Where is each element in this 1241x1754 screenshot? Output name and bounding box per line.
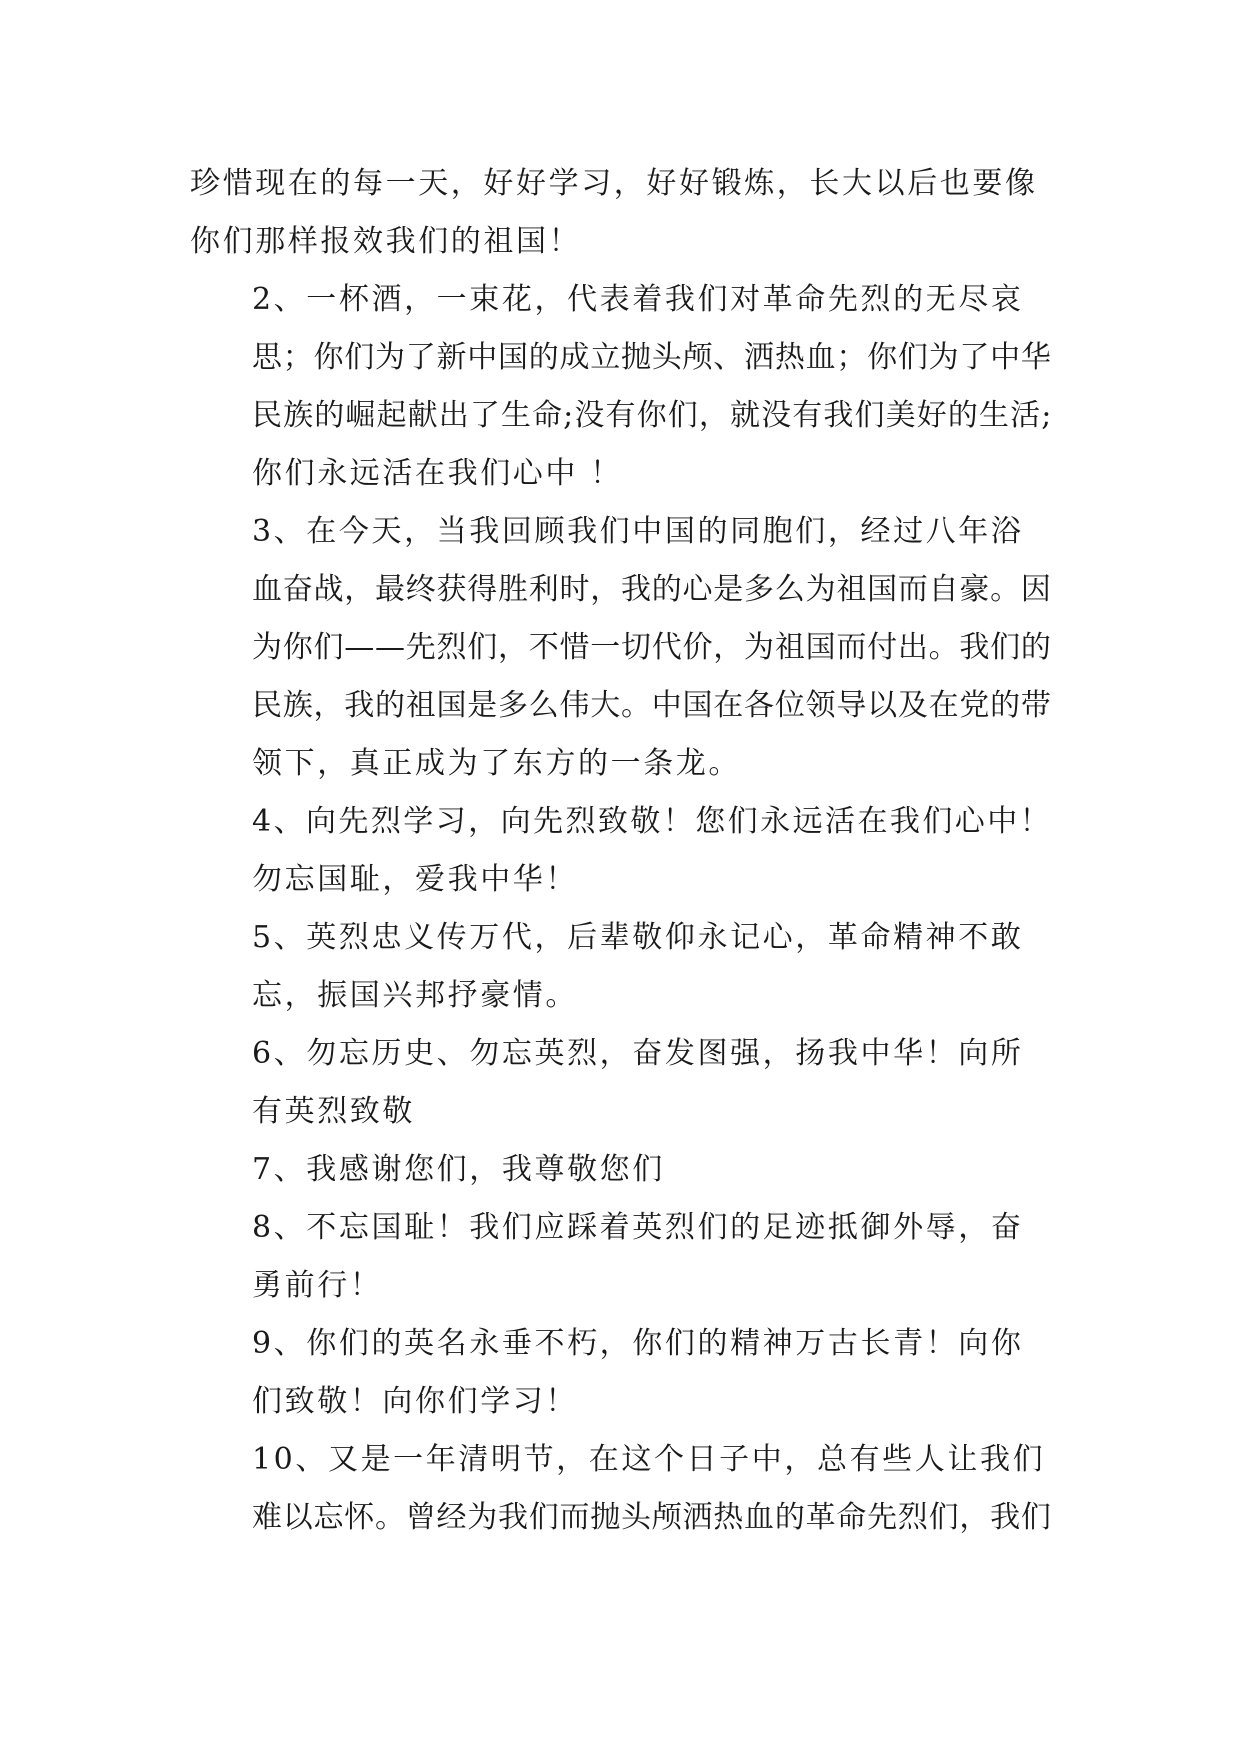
text-line: 勇前行！: [252, 1268, 383, 1303]
text-line: 勿忘国耻，爱我中华！: [252, 862, 578, 897]
text-line: 血奋战，最终获得胜利时，我的心是多么为祖国而自豪。因: [252, 572, 1052, 607]
paragraph: [190, 1315, 1052, 1431]
paragraph: [190, 1199, 1052, 1315]
text-line: 3、在今天，当我回顾我们中国的同胞们，经过八年浴: [252, 514, 1024, 549]
text-line: 们致敬！向你们学习！: [252, 1384, 578, 1419]
paragraph: [190, 1141, 1052, 1199]
paragraph: [190, 155, 1052, 271]
text-line: 难以忘怀。曾经为我们而抛头颅洒热血的革命先烈们，我们: [252, 1500, 1052, 1535]
text-line: 10、又是一年清明节，在这个日子中，总有些人让我们: [252, 1442, 1046, 1477]
text-line: 2、一杯酒，一束花，代表着我们对革命先烈的无尽哀: [252, 282, 1024, 317]
paragraph: [190, 503, 1052, 793]
text-line: 你们那样报效我们的祖国！: [190, 224, 582, 259]
paragraph: [190, 1025, 1052, 1141]
text-line: 你们永远活在我们心中 ！: [252, 456, 623, 491]
text-line: 5、英烈忠义传万代，后辈敬仰永记心，革命精神不敢: [252, 920, 1024, 955]
text-line: 9、你们的英名永垂不朽，你们的精神万古长青！向你: [252, 1326, 1024, 1361]
document-body: [190, 155, 1052, 1547]
text-line: 为你们——先烈们，不惜一切代价，为祖国而付出。我们的: [252, 630, 1052, 665]
text-line: 民族，我的祖国是多么伟大。中国在各位领导以及在党的带: [252, 688, 1052, 723]
text-line: 7、我感谢您们，我尊敬您们: [252, 1152, 665, 1187]
paragraph: [190, 909, 1052, 1025]
paragraph: [190, 793, 1052, 909]
text-line: 8、不忘国耻！我们应踩着英烈们的足迹抵御外辱，奋: [252, 1210, 1024, 1245]
text-line: 民族的崛起献出了生命;没有你们，就没有我们美好的生活;: [252, 398, 1053, 433]
text-line: 领下，真正成为了东方的一条龙。: [252, 746, 741, 781]
text-line: 6、勿忘历史、勿忘英烈，奋发图强，扬我中华！向所: [252, 1036, 1024, 1071]
paragraph: [190, 1431, 1052, 1547]
text-line: 4、向先烈学习，向先烈致敬！您们永远活在我们心中！: [252, 804, 1053, 839]
text-line: 忘，振国兴邦抒豪情。: [252, 978, 578, 1013]
text-line: 珍惜现在的每一天，好好学习，好好锻炼，长大以后也要像: [190, 166, 1038, 201]
paragraph: [190, 271, 1052, 503]
text-line: 有英烈致敬: [252, 1094, 415, 1129]
text-line: 思；你们为了新中国的成立抛头颅、洒热血；你们为了中华: [252, 340, 1052, 375]
